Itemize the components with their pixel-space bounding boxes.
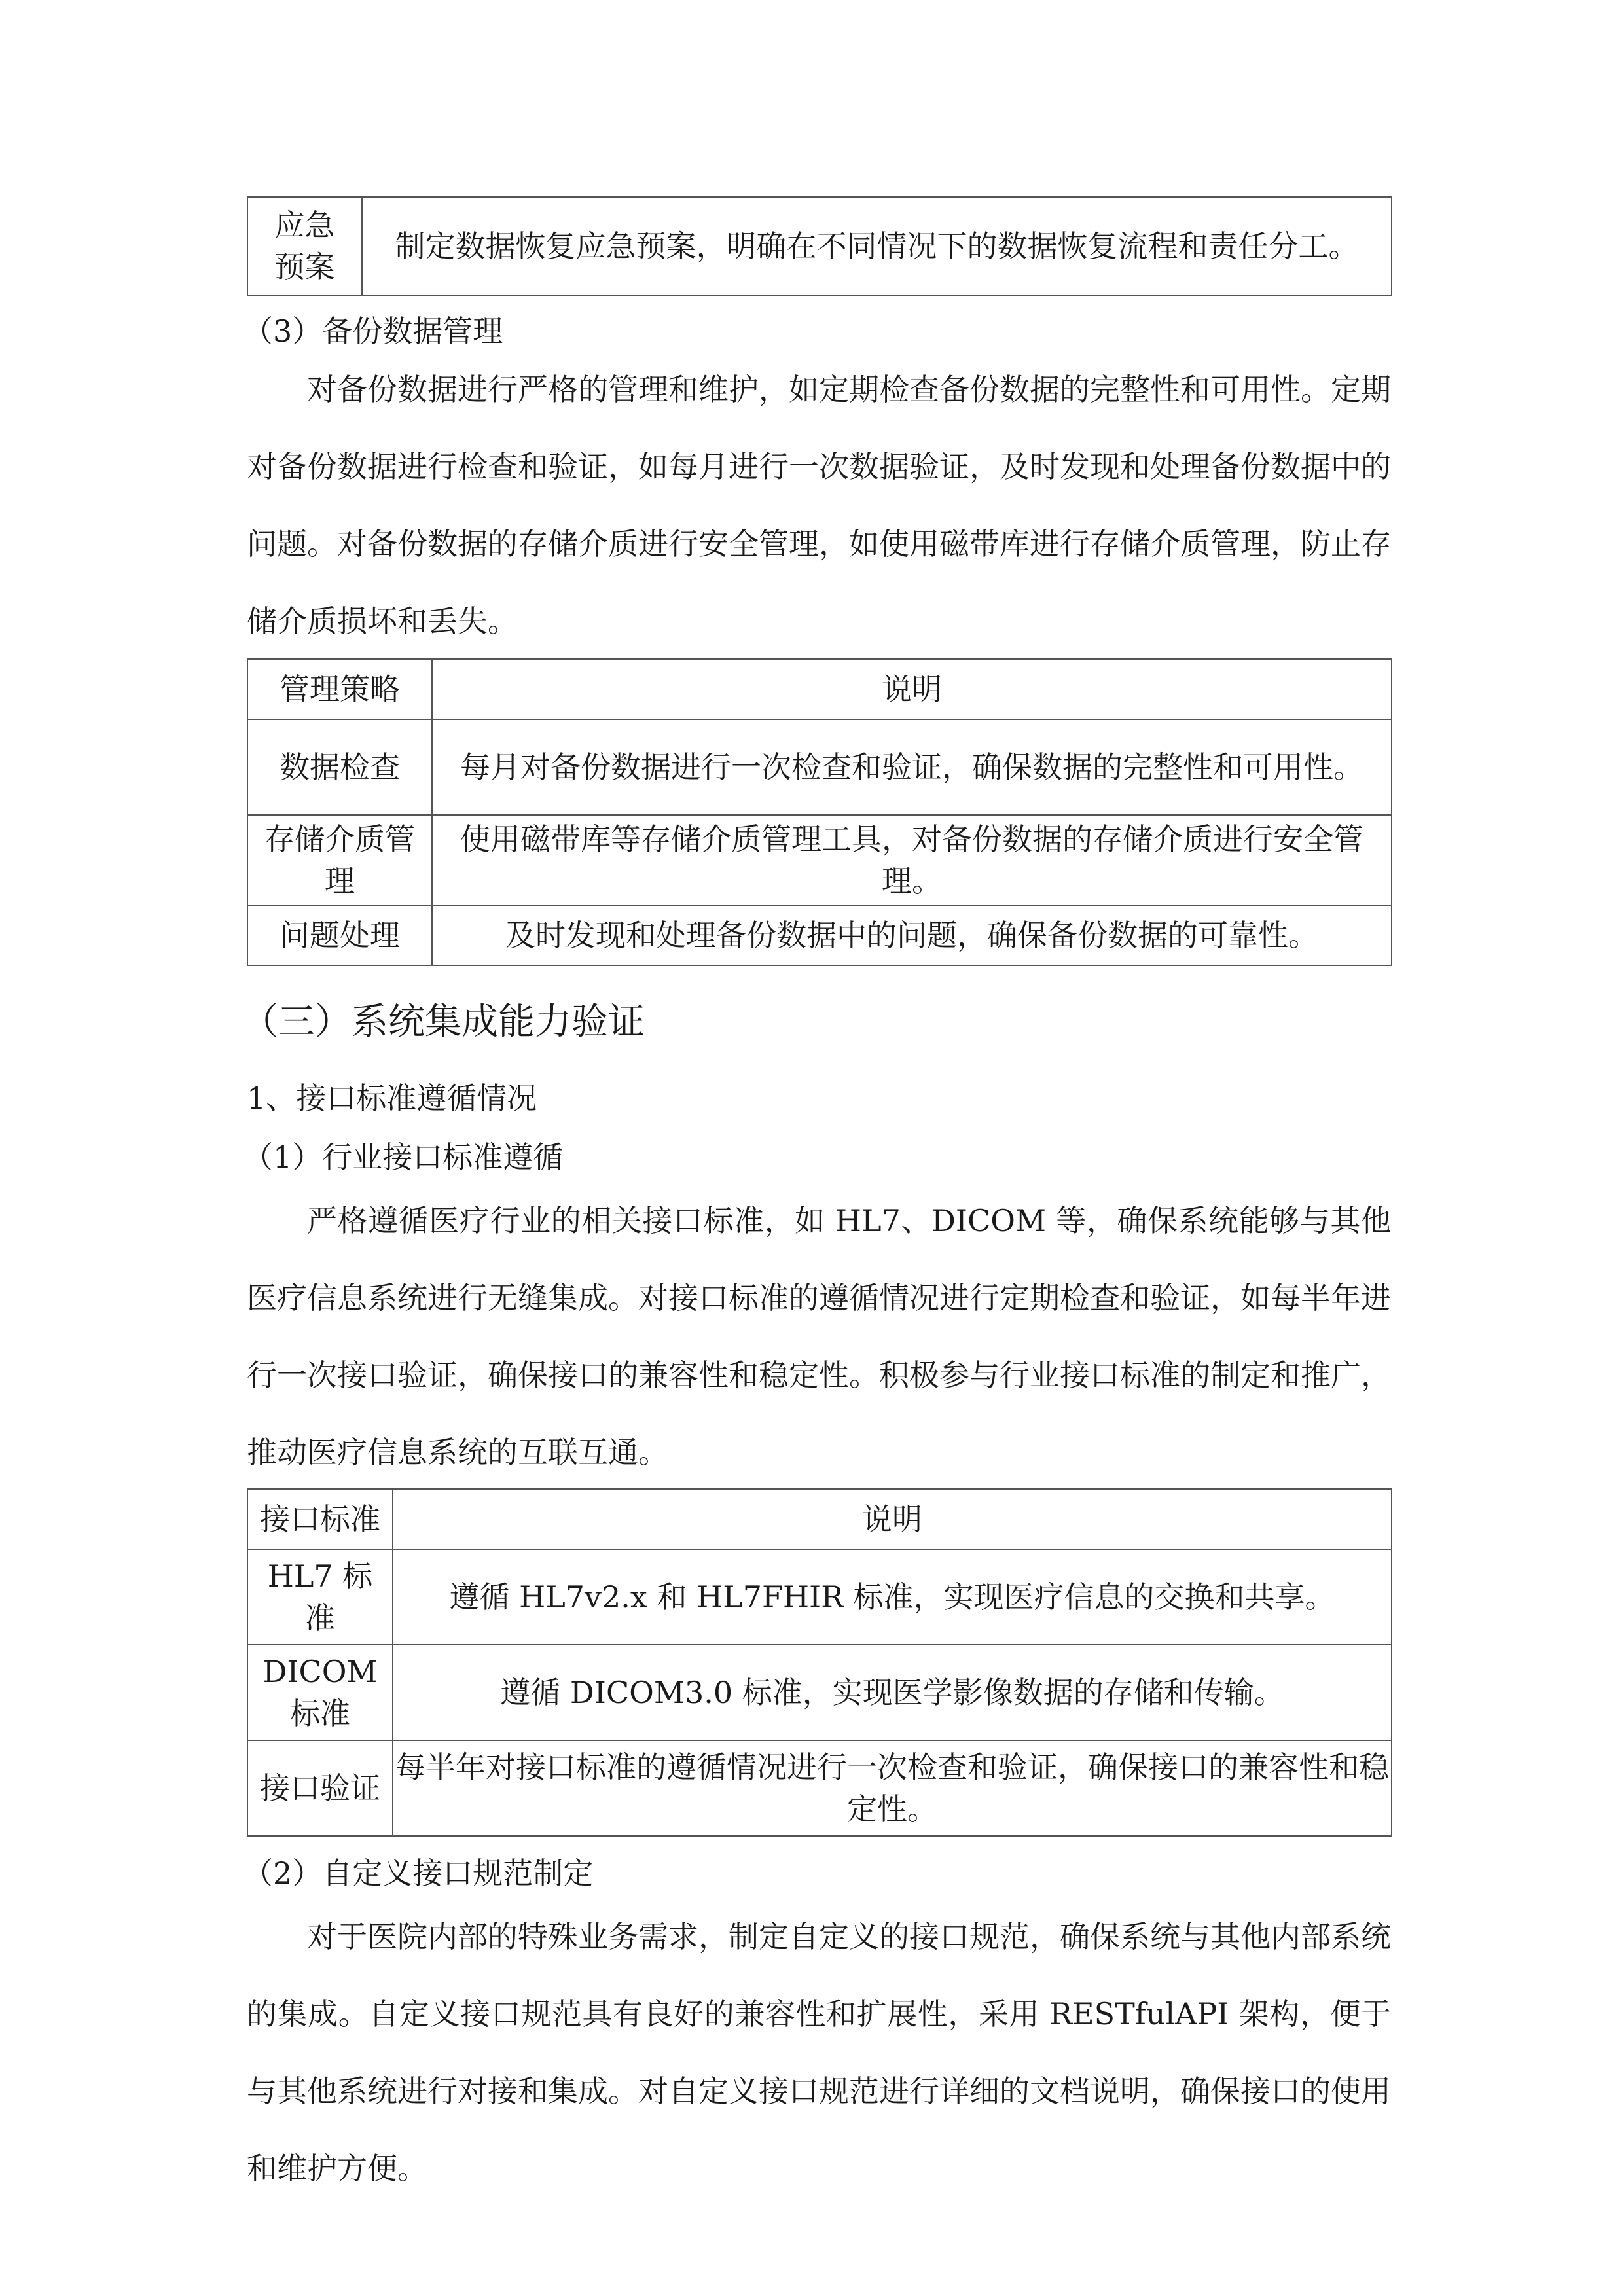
emergency-plan-table: [247, 196, 1392, 296]
interface-standards-table: [247, 1488, 1392, 1837]
table-row: [247, 1549, 1392, 1645]
paragraph-backup-management: 对备份数据进行严格的管理和维护，如定期检查备份数据的完整性和可用性。定期对备份数据进行检查和验证，如每月进行一次数据验证，及时发现和处理备份数据中的问题。对备份数据的存储介质进行安全管理，如使用磁带库进行存储介质管理，防止存储介质损坏和丢失。: [247, 372, 1391, 639]
table-cell-label: 问题处理: [247, 905, 432, 965]
heading-interface-standards: 1、接口标准遵循情况: [247, 1081, 537, 1116]
table-cell-desc: 及时发现和处理备份数据中的问题，确保备份数据的可靠性。: [432, 905, 1392, 965]
table-cell-label: 接口验证: [247, 1740, 393, 1836]
subheading-industry-standards: （1）行业接口标准遵循: [243, 1139, 564, 1175]
paragraph-custom-interface: 对于医院内部的特殊业务需求，制定自定义的接口规范，确保系统与其他内部系统的集成。自定义接口规范具有良好的兼容性和扩展性，采用 RESTfulAPI 架构，便于与其他系统进行对接和集成。对自定义接口规范进行详细的文档说明，确保接口的使用和维护方便。: [247, 1919, 1391, 2186]
table-cell-desc: 制定数据恢复应急预案，明确在不同情况下的数据恢复流程和责任分工。: [362, 197, 1392, 295]
table-cell-label: 应急预案: [247, 197, 362, 295]
section-heading-integration: （三）系统集成能力验证: [242, 1001, 645, 1043]
table-row: [247, 1740, 1392, 1836]
table-row: [247, 1645, 1392, 1740]
subheading-backup-management: （3）备份数据管理: [243, 314, 503, 349]
table-cell-label: 存储介质管理: [247, 815, 432, 905]
table-header-description: 说明: [393, 1489, 1392, 1549]
subheading-custom-interface: （2）自定义接口规范制定: [243, 1856, 594, 1891]
table-row: [247, 905, 1392, 965]
table-header-row: [247, 659, 1392, 719]
table-cell-label: HL7 标准: [247, 1549, 393, 1645]
table-cell-label: 数据检查: [247, 719, 432, 815]
table-row: [247, 815, 1392, 905]
table-header-strategy: 管理策略: [247, 659, 432, 719]
table-cell-label: DICOM 标准: [247, 1645, 393, 1740]
page-content: [242, 196, 1391, 2207]
table-cell-desc: 遵循 HL7v2.x 和 HL7FHIR 标准，实现医疗信息的交换和共享。: [393, 1549, 1392, 1645]
backup-management-table: [247, 658, 1392, 966]
table-header-row: [247, 1489, 1392, 1549]
table-header-standard: 接口标准: [247, 1489, 393, 1549]
table-row: [247, 719, 1392, 815]
table-cell-desc: 遵循 DICOM3.0 标准，实现医学影像数据的存储和传输。: [393, 1645, 1392, 1740]
paragraph-industry-standards: 严格遵循医疗行业的相关接口标准，如 HL7、DICOM 等，确保系统能够与其他医疗信息系统进行无缝集成。对接口标准的遵循情况进行定期检查和验证，如每半年进行一次接口验证，确保接口的兼容性和稳定性。积极参与行业接口标准的制定和推广，推动医疗信息系统的互联互通。: [247, 1203, 1391, 1470]
table-header-description: 说明: [432, 659, 1392, 719]
table-cell-desc: 使用磁带库等存储介质管理工具，对备份数据的存储介质进行安全管理。: [432, 815, 1392, 905]
table-cell-desc: 每月对备份数据进行一次检查和验证，确保数据的完整性和可用性。: [432, 719, 1392, 815]
table-row: [247, 197, 1392, 295]
table-cell-desc: 每半年对接口标准的遵循情况进行一次检查和验证，确保接口的兼容性和稳定性。: [393, 1740, 1392, 1836]
